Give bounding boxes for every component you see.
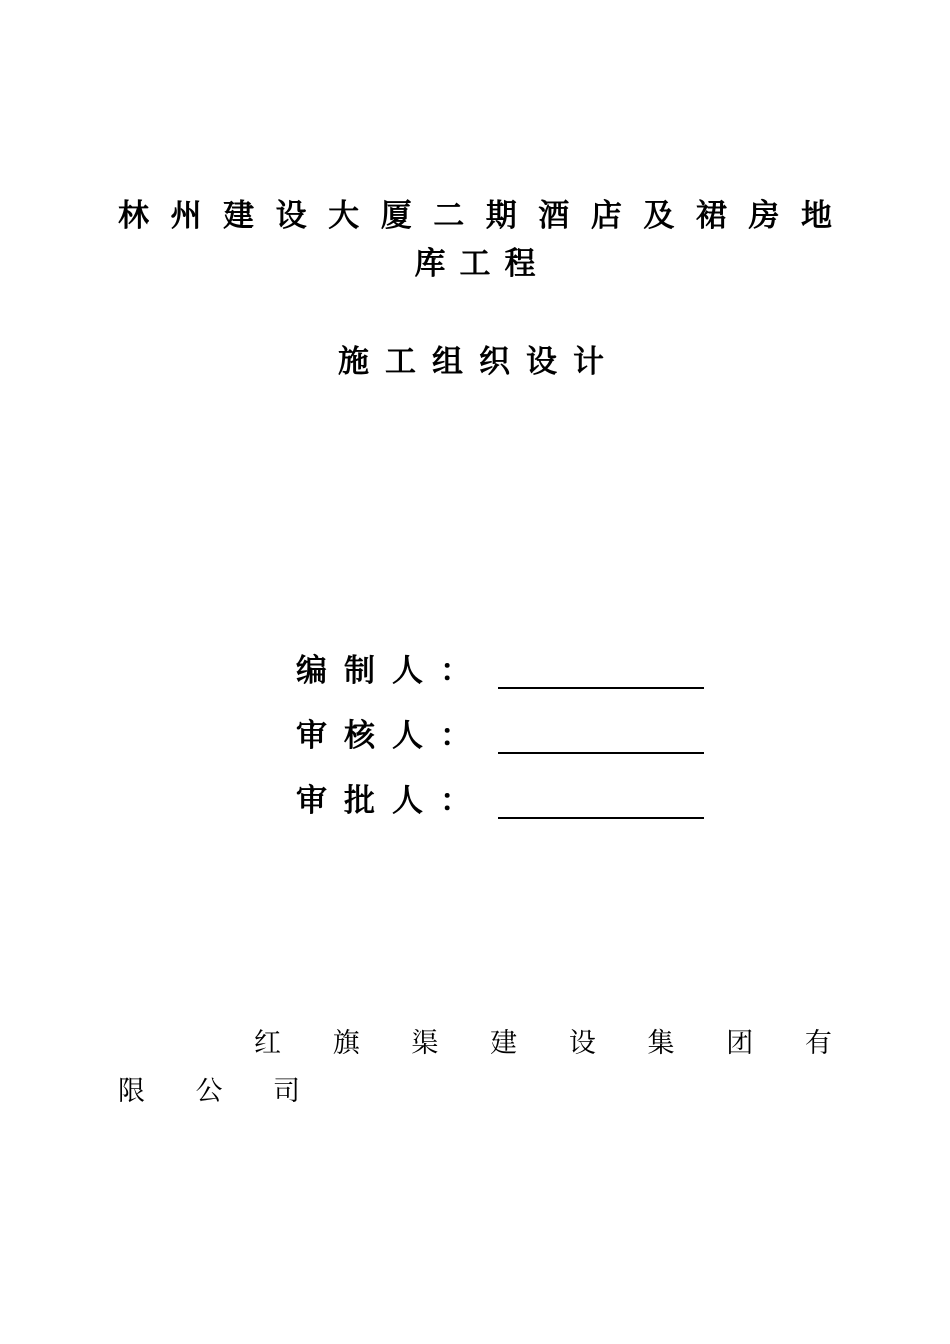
signature-line bbox=[498, 817, 704, 819]
document-title bbox=[118, 192, 832, 288]
signature-block bbox=[296, 628, 716, 823]
signature-row-approver bbox=[296, 758, 716, 823]
company-char: 限 bbox=[118, 1076, 145, 1107]
company-line-2 bbox=[118, 1068, 300, 1116]
signature-label: 审批人： bbox=[296, 783, 488, 819]
company-name bbox=[118, 1020, 832, 1116]
company-char: 有 bbox=[804, 1028, 832, 1059]
company-char: 团 bbox=[726, 1028, 754, 1059]
company-char: 建 bbox=[490, 1028, 518, 1059]
signature-row-reviewer bbox=[296, 693, 716, 758]
title-line-2: 库工程 bbox=[414, 246, 550, 282]
signature-label: 审核人： bbox=[296, 718, 488, 754]
company-char: 设 bbox=[568, 1028, 596, 1059]
company-char: 司 bbox=[273, 1076, 300, 1107]
company-char: 旗 bbox=[332, 1028, 360, 1059]
signature-line bbox=[498, 687, 704, 689]
signature-line bbox=[498, 752, 704, 754]
company-char: 红 bbox=[254, 1028, 281, 1059]
company-char: 渠 bbox=[411, 1028, 439, 1059]
document-subtitle: 施工组织设计 bbox=[338, 344, 620, 380]
company-char: 公 bbox=[195, 1076, 223, 1107]
company-char: 集 bbox=[647, 1028, 675, 1059]
signature-row-compiler bbox=[296, 628, 716, 693]
company-line-1 bbox=[118, 1020, 832, 1068]
title-line-1: 林州建设大厦二期酒店及裙房地 bbox=[118, 198, 832, 234]
signature-label: 编制人： bbox=[296, 653, 488, 689]
